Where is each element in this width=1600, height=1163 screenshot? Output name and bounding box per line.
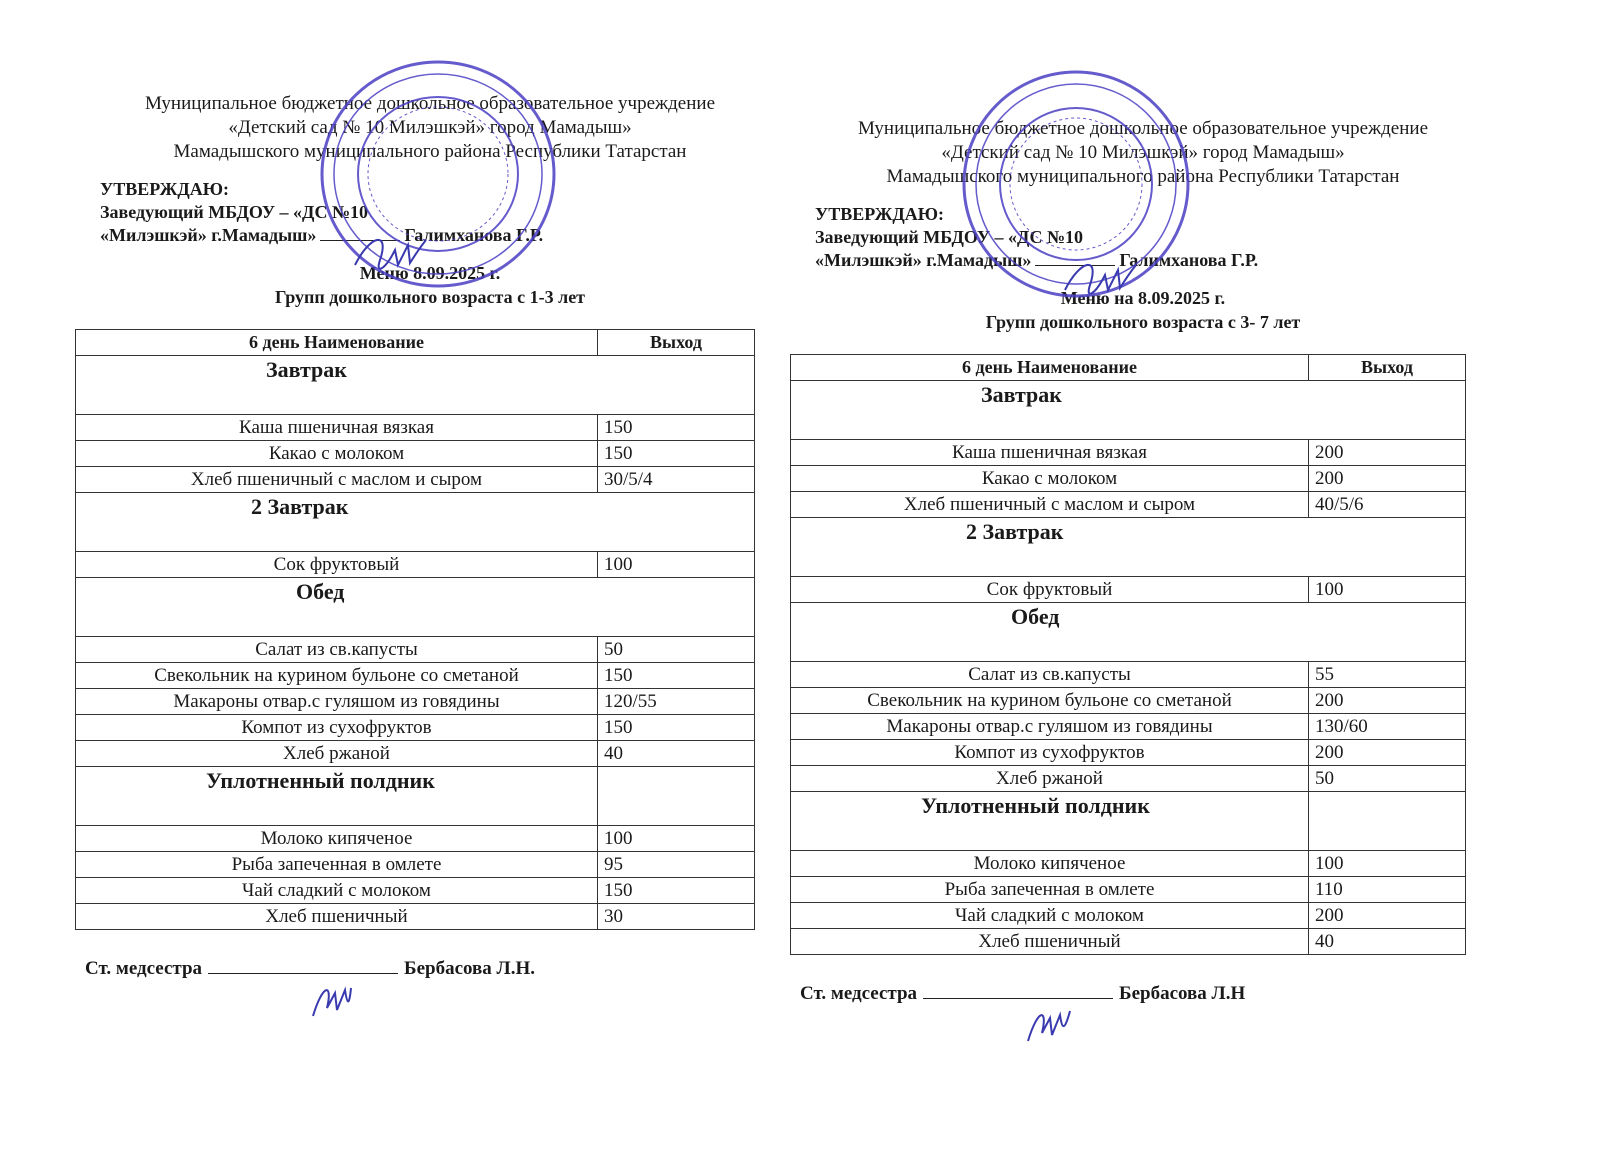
signature-line	[208, 973, 398, 974]
signature-line	[1035, 265, 1115, 266]
signature-icon	[1020, 1003, 1075, 1048]
dish-name: Сок фруктовый	[791, 577, 1309, 603]
dish-name: Сок фруктовый	[76, 552, 598, 578]
dish-name: Хлеб пшеничный	[76, 904, 598, 930]
org-line-2: «Детский сад № 10 Милэшкэй» город Мамадыш»	[228, 117, 632, 138]
section-row-breakfast2	[76, 493, 755, 552]
dish-output: 130/60	[1309, 714, 1466, 740]
approve-label: УТВЕРЖДАЮ:	[815, 204, 945, 224]
dish-name: Чай сладкий с молоком	[791, 903, 1309, 929]
dish-name: Компот из сухофруктов	[791, 740, 1309, 766]
dish-output: 30	[598, 904, 755, 930]
dish-output: 30/5/4	[598, 467, 755, 493]
table-row	[791, 877, 1466, 903]
nurse-label: Ст. медсестра	[800, 983, 918, 1004]
org-line-2: «Детский сад № 10 Милэшкэй» город Мамадыш»	[941, 142, 1345, 163]
dish-output: 200	[1309, 740, 1466, 766]
section-row-snack	[791, 792, 1466, 851]
table-row	[76, 715, 755, 741]
nurse-label: Ст. медсестра	[85, 958, 203, 979]
dish-output: 150	[598, 663, 755, 689]
table-row	[76, 552, 755, 578]
section-title: Уплотненный полдник	[76, 767, 598, 826]
menu-sheet-1-3	[75, 92, 755, 980]
signature-icon	[305, 978, 355, 1023]
approve-label: УТВЕРЖДАЮ:	[100, 179, 230, 199]
section-title: Уплотненный полдник	[791, 792, 1309, 851]
dish-name: Молоко кипяченое	[791, 851, 1309, 877]
dish-output: 200	[1309, 903, 1466, 929]
dish-output: 40	[598, 741, 755, 767]
group-title: Групп дошкольного возраста с 3- 7 лет	[985, 312, 1301, 332]
dish-output: 200	[1309, 466, 1466, 492]
table-row	[76, 741, 755, 767]
dish-name: Макароны отвар.с гуляшом из говядины	[791, 714, 1309, 740]
table-row	[76, 904, 755, 930]
organization-header	[105, 92, 755, 164]
dish-output: 50	[1309, 766, 1466, 792]
org-line-3: Мамадышского муниципального района Республики Татарстан	[173, 141, 687, 162]
dish-name: Салат из св.капусты	[791, 662, 1309, 688]
section-title: 2 Завтрак	[791, 518, 1466, 577]
dish-output: 100	[598, 552, 755, 578]
section-title: 2 Завтрак	[76, 493, 755, 552]
nurse-signature	[85, 958, 755, 980]
dish-name: Хлеб пшеничный с маслом и сыром	[76, 467, 598, 493]
dish-name: Каша пшеничная вязкая	[791, 440, 1309, 466]
table-row	[791, 492, 1466, 518]
dish-output: 55	[1309, 662, 1466, 688]
nurse-signature	[800, 983, 1466, 1005]
menu-title-block	[105, 261, 755, 309]
menu-title: Меню на 8.09.2025 г.	[1060, 288, 1226, 308]
table-row	[791, 740, 1466, 766]
menu-table	[75, 329, 755, 930]
dish-name: Рыба запеченная в омлете	[76, 852, 598, 878]
table-row	[76, 852, 755, 878]
dish-name: Молоко кипяченое	[76, 826, 598, 852]
section-row-lunch	[76, 578, 755, 637]
section-row-breakfast	[76, 356, 755, 415]
dish-output: 200	[1309, 688, 1466, 714]
org-line-1: Муниципальное бюджетное дошкольное образовательное учреждение	[145, 93, 715, 114]
table-row	[76, 415, 755, 441]
dish-output: 100	[1309, 851, 1466, 877]
nurse-name: Бербасова Л.Н	[1119, 983, 1246, 1004]
signature-line	[320, 240, 400, 241]
table-row	[791, 440, 1466, 466]
col-output-header: Выход	[1309, 355, 1466, 381]
dish-name: Чай сладкий с молоком	[76, 878, 598, 904]
section-row-breakfast2	[791, 518, 1466, 577]
section-title: Обед	[76, 578, 755, 637]
table-row	[76, 467, 755, 493]
dish-name: Хлеб ржаной	[76, 741, 598, 767]
section-row-lunch	[791, 603, 1466, 662]
dish-output: 40/5/6	[1309, 492, 1466, 518]
menu-table	[790, 354, 1466, 955]
section-title: Обед	[791, 603, 1466, 662]
table-row	[791, 466, 1466, 492]
signature-line	[923, 998, 1113, 999]
table-row	[791, 688, 1466, 714]
approve-org: «Милэшкэй» г.Мамадыш»	[815, 250, 1032, 270]
menu-title-block	[820, 286, 1466, 334]
menu-title: Меню 8.09.2025 г.	[359, 263, 501, 283]
dish-name: Какао с молоком	[791, 466, 1309, 492]
table-row	[791, 929, 1466, 955]
table-header-row	[76, 330, 755, 356]
table-row	[791, 903, 1466, 929]
dish-name: Свекольник на курином бульоне со сметаной	[76, 663, 598, 689]
table-row	[76, 637, 755, 663]
dish-name: Салат из св.капусты	[76, 637, 598, 663]
table-header-row	[791, 355, 1466, 381]
dish-output: 150	[598, 715, 755, 741]
table-row	[791, 766, 1466, 792]
dish-output: 95	[598, 852, 755, 878]
dish-name: Хлеб ржаной	[791, 766, 1309, 792]
menu-sheet-3-7	[790, 117, 1466, 1005]
section-row-snack	[76, 767, 755, 826]
org-line-3: Мамадышского муниципального района Республики Татарстан	[886, 166, 1400, 187]
dish-output: 150	[598, 441, 755, 467]
group-title: Групп дошкольного возраста с 1-3 лет	[274, 287, 586, 307]
dish-name: Свекольник на курином бульоне со сметаной	[791, 688, 1309, 714]
section-title: Завтрак	[791, 381, 1466, 440]
col-name-header: 6 день Наименование	[76, 330, 598, 356]
dish-output: 100	[1309, 577, 1466, 603]
organization-header	[820, 117, 1466, 189]
approval-block	[100, 178, 755, 247]
dish-output: 50	[598, 637, 755, 663]
table-row	[791, 714, 1466, 740]
table-row	[791, 851, 1466, 877]
approve-position: Заведующий МБДОУ – «ДС №10	[100, 202, 369, 222]
dish-output: 150	[598, 415, 755, 441]
table-row	[791, 662, 1466, 688]
col-name-header: 6 день Наименование	[791, 355, 1309, 381]
section-title: Завтрак	[76, 356, 755, 415]
col-output-header: Выход	[598, 330, 755, 356]
org-line-1: Муниципальное бюджетное дошкольное образовательное учреждение	[858, 118, 1428, 139]
table-row	[76, 826, 755, 852]
table-row	[791, 577, 1466, 603]
dish-name: Рыба запеченная в омлете	[791, 877, 1309, 903]
approval-block	[815, 203, 1466, 272]
dish-output: 110	[1309, 877, 1466, 903]
table-row	[76, 878, 755, 904]
dish-output: 150	[598, 878, 755, 904]
approve-name: Галимханова Г.Р.	[1119, 250, 1259, 270]
table-row	[76, 663, 755, 689]
dish-output: 40	[1309, 929, 1466, 955]
table-row	[76, 689, 755, 715]
approve-name: Галимханова Г.Р.	[404, 225, 544, 245]
dish-name: Хлеб пшеничный с маслом и сыром	[791, 492, 1309, 518]
dish-name: Какао с молоком	[76, 441, 598, 467]
dish-name: Макароны отвар.с гуляшом из говядины	[76, 689, 598, 715]
table-row	[76, 441, 755, 467]
dish-name: Каша пшеничная вязкая	[76, 415, 598, 441]
approve-position: Заведующий МБДОУ – «ДС №10	[815, 227, 1084, 247]
section-row-breakfast	[791, 381, 1466, 440]
approve-org: «Милэшкэй» г.Мамадыш»	[100, 225, 317, 245]
dish-name: Компот из сухофруктов	[76, 715, 598, 741]
dish-output: 100	[598, 826, 755, 852]
dish-name: Хлеб пшеничный	[791, 929, 1309, 955]
dish-output: 120/55	[598, 689, 755, 715]
dish-output: 200	[1309, 440, 1466, 466]
nurse-name: Бербасова Л.Н.	[404, 958, 535, 979]
